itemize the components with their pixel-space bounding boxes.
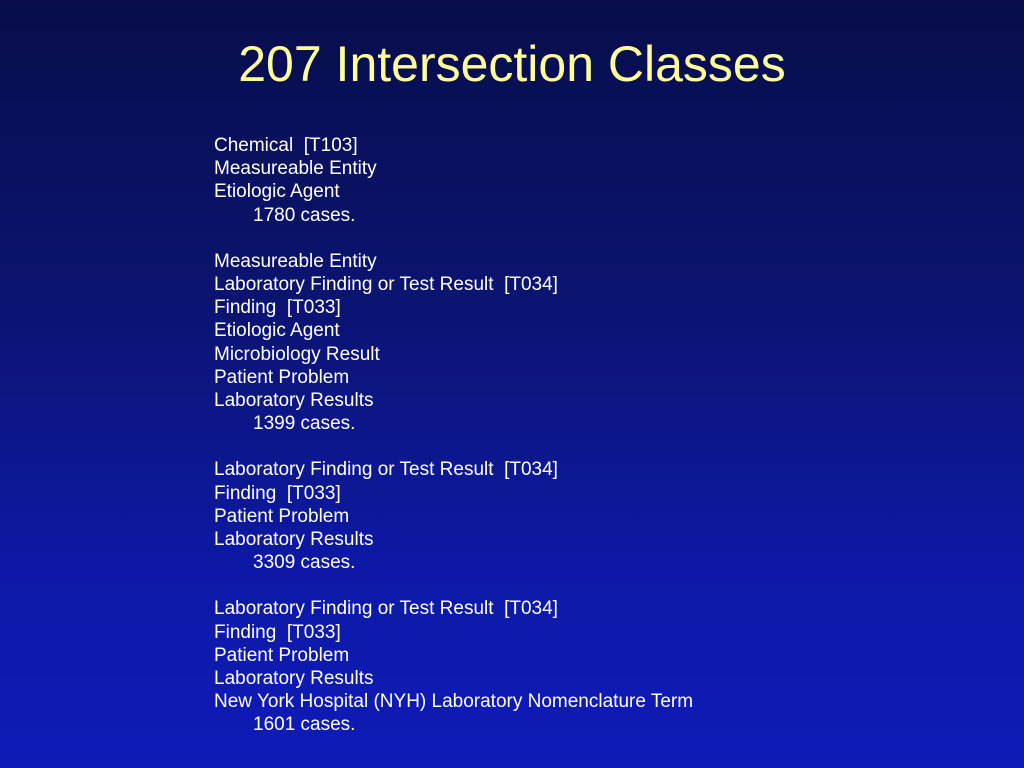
class-line: Laboratory Finding or Test Result [T034] xyxy=(214,274,558,296)
class-line: Etiologic Agent xyxy=(214,320,340,342)
class-line: Finding [T033] xyxy=(214,482,341,504)
slide-title: 207 Intersection Classes xyxy=(238,36,786,92)
class-line: Laboratory Results xyxy=(214,668,374,690)
class-line: Measureable Entity xyxy=(214,250,377,272)
case-count: 1399 cases. xyxy=(253,413,356,435)
class-line: Etiologic Agent xyxy=(214,181,340,203)
class-line: Chemical [T103] xyxy=(214,135,358,156)
class-group-4 xyxy=(214,597,693,736)
class-group-2 xyxy=(214,250,693,436)
class-line: Patient Problem xyxy=(214,644,350,666)
class-line: Finding [T033] xyxy=(214,297,341,319)
case-count: 3309 cases. xyxy=(253,552,356,574)
class-line: Laboratory Results xyxy=(214,529,374,551)
class-line: Measureable Entity xyxy=(214,158,377,180)
class-line: Laboratory Finding or Test Result [T034] xyxy=(214,459,558,481)
class-line: Patient Problem xyxy=(214,366,350,388)
class-line: Microbiology Result xyxy=(214,343,380,365)
class-line: Patient Problem xyxy=(214,505,350,527)
class-group-1 xyxy=(214,134,693,227)
class-line: Laboratory Finding or Test Result [T034] xyxy=(214,598,558,620)
case-count: 1780 cases. xyxy=(253,204,356,226)
intersection-class-list xyxy=(214,134,693,760)
class-line: Finding [T033] xyxy=(214,621,341,643)
case-count: 1601 cases. xyxy=(253,714,356,736)
class-line: New York Hospital (NYH) Laboratory Nomenclature Term xyxy=(214,691,694,713)
class-group-3 xyxy=(214,458,693,574)
class-line: Laboratory Results xyxy=(214,390,374,412)
